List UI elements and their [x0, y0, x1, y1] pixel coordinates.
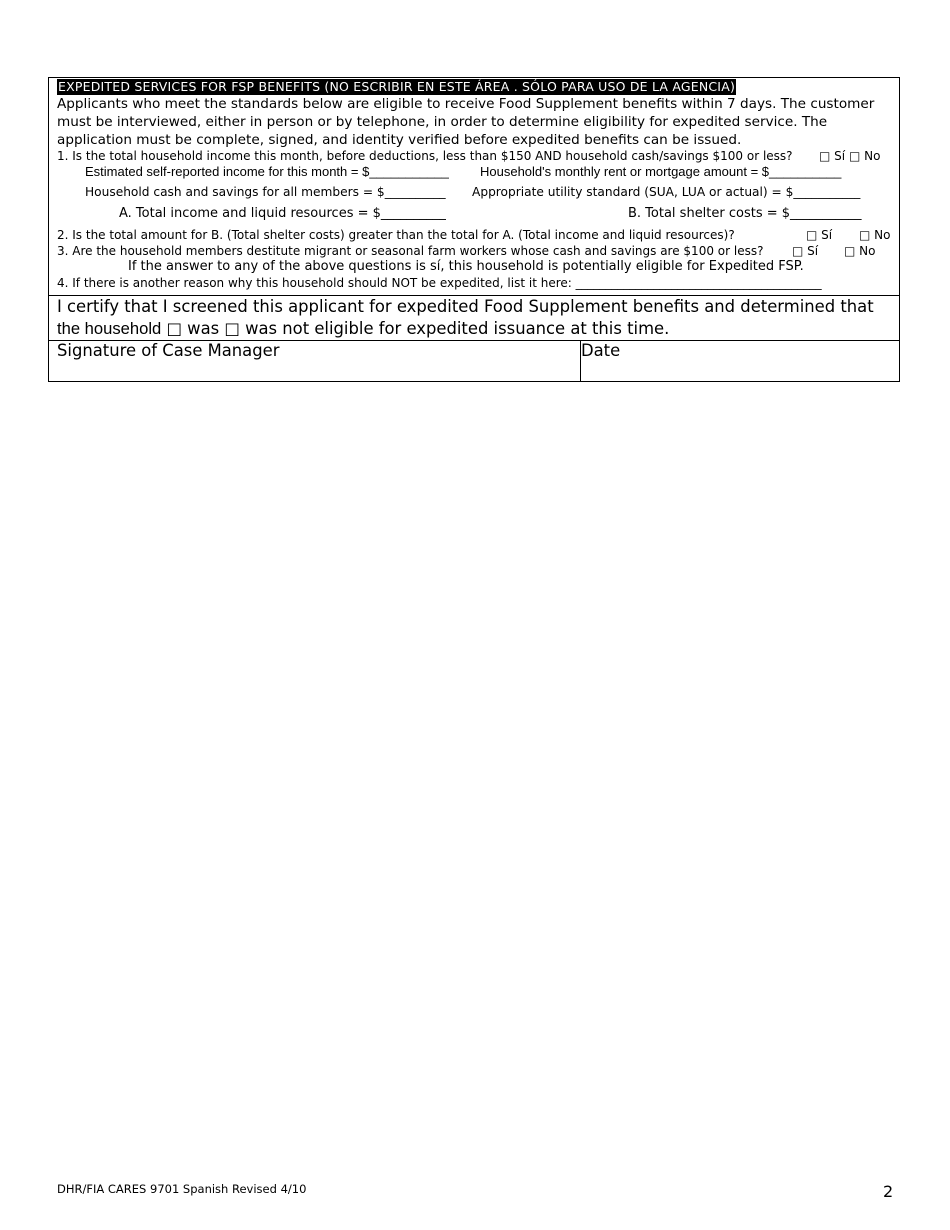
total-shelter-field[interactable]: B. Total shelter costs = $___________	[628, 206, 862, 221]
utility-standard-field[interactable]: Appropriate utility standard (SUA, LUA or actual) = $___________	[472, 185, 861, 199]
certification-line-1: I certify that I screened this applicant for expedited Food Supplement benefits and determined that	[57, 297, 874, 316]
was-checkbox[interactable]: □ was	[166, 319, 220, 338]
form-header: EXPEDITED SERVICES FOR FSP BENEFITS (NO ESCRIBIR EN ESTE ÁREA . SÓLO PARA USO DE LA AGENCIA)	[58, 79, 736, 94]
certification-line-2	[57, 318, 669, 340]
page-number: 2	[883, 1182, 894, 1201]
form-code: DHR/FIA CARES 9701 Spanish Revised 4/10	[57, 1182, 307, 1196]
was-not-checkbox[interactable]: □ was not eligible for expedited issuance at this time.	[224, 319, 670, 338]
certification-household-label: the household	[57, 319, 162, 338]
q3-yes-checkbox[interactable]: □ Sí	[792, 244, 819, 258]
signature-field[interactable]: Signature of Case Manager	[57, 341, 280, 360]
total-income-field[interactable]: A. Total income and liquid resources = $__________	[119, 206, 446, 221]
q1-no-checkbox[interactable]: □ No	[849, 149, 881, 163]
intro-paragraph: Applicants who meet the standards below are eligible to receive Food Supplement benefits within 7 days. The customer must be interviewed, either in person or by telephone, in order to determine eligibility for expedited service. The application must be complete, signed, and identity verified before expedited benefits can be issued.	[57, 96, 875, 148]
q3-no-checkbox[interactable]: □ No	[844, 244, 876, 258]
estimated-income-field[interactable]: Estimated self-reported income for this month = $___________	[85, 164, 449, 179]
date-field[interactable]: Date	[581, 341, 621, 360]
cash-savings-field[interactable]: Household cash and savings for all members = $__________	[85, 185, 446, 199]
monthly-rent-field[interactable]: Household's monthly rent or mortgage amount = $__________	[480, 164, 842, 179]
question-3: 3. Are the household members destitute migrant or seasonal farm workers whose cash and savings are $100 or less?	[57, 244, 764, 258]
expedited-services-form	[48, 77, 900, 382]
question-4[interactable]: 4. If there is another reason why this household should NOT be expedited, list it here: _________________________________________	[57, 276, 822, 290]
q2-yes-checkbox[interactable]: □ Sí	[806, 228, 833, 242]
question-1: 1. Is the total household income this month, before deductions, less than $150 AND household cash/savings $100 or less?	[57, 149, 793, 163]
q2-no-checkbox[interactable]: □ No	[859, 228, 891, 242]
question-2: 2. Is the total amount for B. (Total shelter costs) greater than the total for A. (Total income and liquid resources)?	[57, 228, 735, 242]
eligibility-note: If the answer to any of the above questions is sí, this household is potentially eligible for Expedited FSP.	[128, 259, 804, 274]
q1-yes-checkbox[interactable]: □ Sí	[819, 149, 846, 163]
